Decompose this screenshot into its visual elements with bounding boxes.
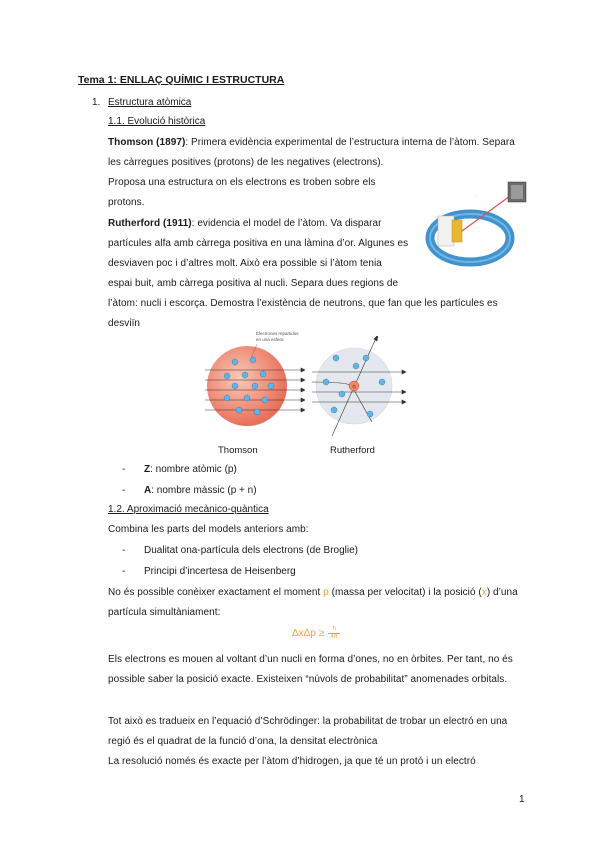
section-number: 1. — [92, 97, 101, 108]
rutherford-line-6: desviïn — [108, 318, 141, 329]
formula-fraction: $\frac{h}{4\pi}$ — [328, 626, 340, 641]
thomson-line-4: protons. — [108, 197, 145, 208]
rutherford-line-1: Rutherford (1911): evidencia el model de l’àtom. Va disparar — [108, 218, 382, 229]
thomson-line-1: Thomson (1897): Primera evidència experimental de l’estructura interna de l’àtom. Separa — [108, 137, 515, 148]
section-title: Estructura atòmica — [108, 97, 192, 108]
subsection-heading-1-2: 1.2. Aproximació mecànico-quàntica — [108, 504, 269, 515]
thomson-sphere — [207, 346, 287, 426]
list-item-de-broglie: - Dualitat ona-partícula dels electrons (de Broglie) — [122, 545, 358, 556]
combina-text: Combina les parts del models anteriors amb: — [108, 524, 309, 535]
uncertainty-line-1: No és possible conèixer exactament el moment p (massa per velocitat) i la posició (x) d’una — [108, 587, 518, 598]
schrodinger-line-1: Tot això es tradueix en l’equació d’Schrödinger: la probabilitat de trobar un electró en una — [108, 716, 508, 727]
thomson-line-3: Proposa una estructura on els electrons es troben sobre els — [108, 177, 376, 188]
thomson-annotation: Electrones repartidos en una esfera — [256, 331, 299, 342]
rutherford-experiment-illustration — [418, 176, 536, 272]
page-number: 1 — [519, 794, 525, 805]
nucleus-label: n — [352, 384, 356, 391]
thomson-model-diagram — [205, 328, 305, 438]
momentum-symbol: p — [323, 587, 329, 598]
list-item-z: - Z: nombre atòmic (p) — [122, 464, 237, 475]
subsection-heading-1-1: 1.1. Evolució històrica — [108, 116, 206, 127]
rutherford-line-3: desviaven poc i d’altres molt. Això era possible si l’àtom tenia — [108, 258, 382, 269]
thomson-line-2: les càrregues positives (protons) de les negatives (electrons). — [108, 157, 384, 168]
heisenberg-formula: ΔxΔp ≥ $\frac{h}{4\pi}$ — [292, 626, 340, 641]
schrodinger-line-2: regió és el quadrat de la funció d’ona, la densitat electrònica — [108, 736, 378, 747]
rutherford-line-2: partícules alfa amb càrrega positiva en una làmina d’or. Algunes es — [108, 238, 409, 249]
list-item-a: - A: nombre màssic (p + n) — [122, 485, 257, 496]
rutherford-model-diagram — [312, 336, 408, 440]
position-symbol: x — [481, 587, 487, 598]
rutherford-line-5: l’àtom: nucli i escorça. Demostra l’existència de neutrons, que fan que les partícules es — [108, 298, 498, 309]
svg-text:·: · — [476, 195, 478, 199]
document-title: Tema 1: ENLLAÇ QUÍMIC I ESTRUCTURA — [78, 74, 285, 86]
list-item-heisenberg: - Principi d’incertesa de Heisenberg — [122, 566, 296, 577]
schrodinger-line-3: La resolució només és exacte per l’àtom d’hidrogen, ja que té un protó i un electró — [108, 756, 476, 767]
thomson-name: Thomson (1897) — [108, 137, 186, 148]
electrons-line-2: possible saber la posició exacte. Existeixen “núvols de probabilitat” anomenades orbitals. — [108, 674, 508, 685]
section-heading-1 — [92, 97, 191, 108]
uncertainty-line-2: partícula simultàniament: — [108, 607, 221, 618]
rutherford-name: Rutherford (1911) — [108, 218, 192, 229]
thomson-caption: Thomson — [218, 445, 258, 456]
rutherford-caption: Rutherford — [330, 445, 375, 456]
electrons-line-1: Els electrons es mouen al voltant d’un nucli en forma d’ones, no en òrbites. Per tant, no és — [108, 654, 513, 665]
rutherford-line-4: espai buit, amb càrrega positiva al nucli. Separa dues regions de — [108, 278, 399, 289]
